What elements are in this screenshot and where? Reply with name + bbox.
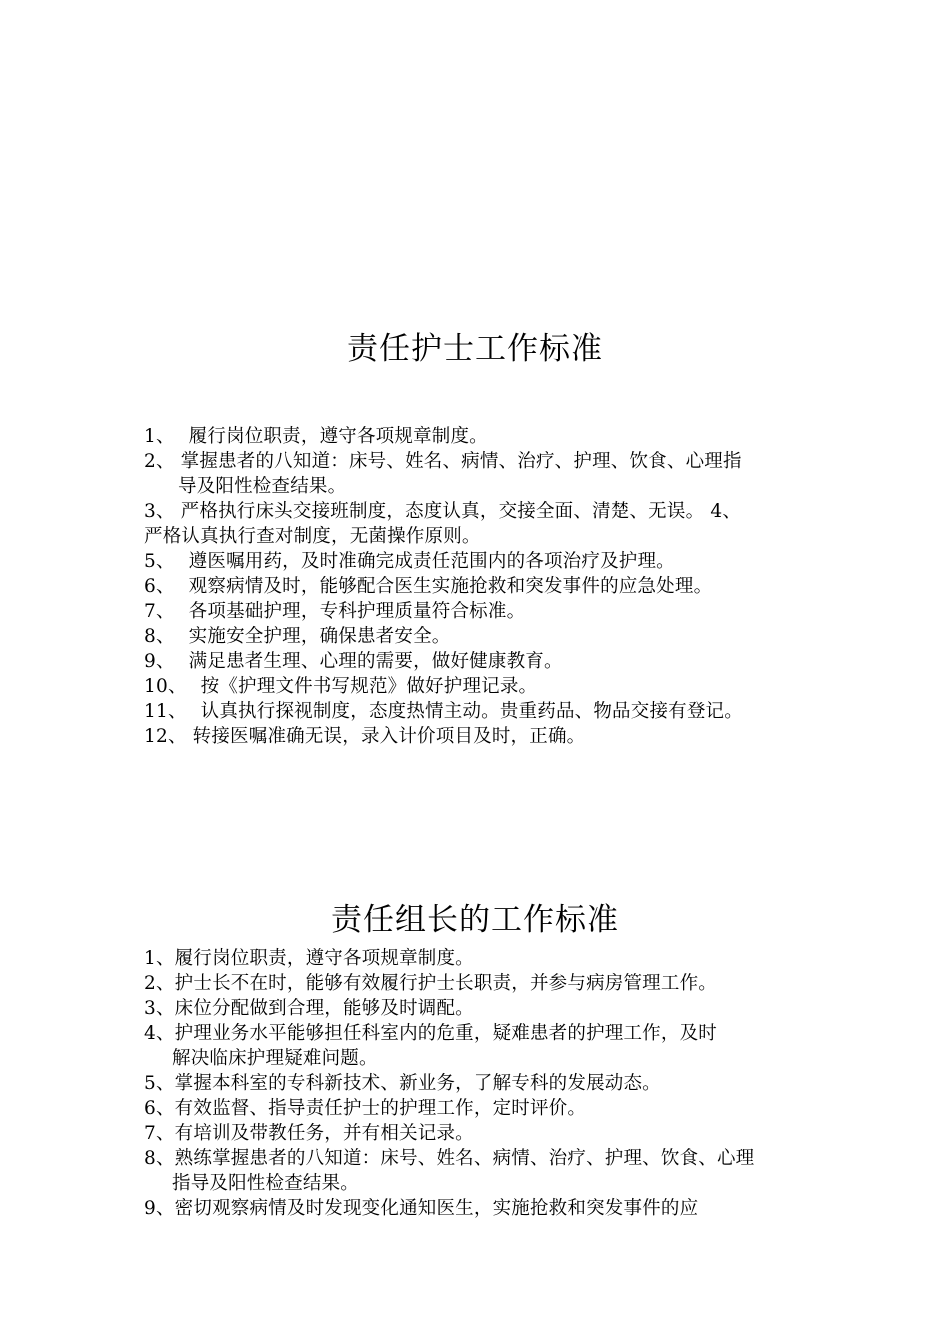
nurse-standards-list [144,424,814,774]
item-text: 有培训及带教任务，并有相关记录。 [174,1123,474,1144]
item-number: 2、 [144,973,175,994]
item-number: 7、 [144,1123,175,1144]
item-number: 5、 [144,551,175,572]
list-item [144,1121,814,1146]
list-item [144,996,814,1021]
list-item [144,1146,814,1196]
item-number: 3、 [144,501,175,522]
item-number: 4、 [144,1023,175,1044]
item-text: 履行岗位职责，遵守各项规章制度。 [174,948,474,969]
list-item [144,599,814,624]
item-number: 6、 [144,1098,175,1119]
item-text: 实施安全护理，确保患者安全。 [188,626,451,647]
item-text: 密切观察病情及时发现变化通知医生，实施抢救和突发事件的应 [174,1198,699,1219]
item-number: 10、 [144,676,187,697]
item-text: 按《护理文件书写规范》做好护理记录。 [200,676,538,697]
item-number: 3、 [144,998,175,1019]
section-title-leader-standards: 责任组长的工作标准 [331,902,619,938]
list-item [144,1096,814,1121]
list-item [144,1071,814,1096]
list-item [144,674,814,699]
item-text: 认真执行探视制度，态度热情主动。贵重药品、物品交接有登记。 [200,701,743,722]
list-item [144,574,814,599]
list-item [144,649,814,674]
item-text-continued: 严格认真执行查对制度，无菌操作原则。 [144,526,481,547]
item-number: 11、 [144,701,187,722]
item-text: 掌握患者的八知道：床号、姓名、病情、治疗、护理、饮食、心理指 [180,451,742,472]
list-item [144,699,814,724]
item-text: 掌握本科室的专科新技术、新业务，了解专科的发展动态。 [174,1073,661,1094]
item-number: 9、 [144,1198,175,1219]
item-text-continued: 指导及阳性检查结果。 [172,1173,360,1194]
list-item [144,424,814,449]
section-title-nurse-standards: 责任护士工作标准 [347,331,603,367]
item-text: 观察病情及时，能够配合医生实施抢救和突发事件的应急处理。 [188,576,713,597]
list-item [144,1196,814,1221]
list-item [144,749,814,774]
item-number: 9、 [144,651,175,672]
leader-standards-list [144,946,814,1221]
item-text-continued: 解决临床护理疑难问题。 [172,1048,378,1069]
item-text: 护士长不在时，能够有效履行护士长职责，并参与病房管理工作。 [174,973,717,994]
list-item [144,724,814,749]
item-number: 1、 [144,426,175,447]
item-number: 8、 [144,1148,175,1169]
list-item [144,624,814,649]
list-item [144,971,814,996]
item-text: 护理业务水平能够担任科室内的危重，疑难患者的护理工作，及时 [174,1023,717,1044]
item-text: 满足患者生理、心理的需要，做好健康教育。 [188,651,563,672]
list-item [144,946,814,971]
list-item [144,449,814,499]
item-number: 8、 [144,626,175,647]
item-number: 5、 [144,1073,175,1094]
item-text-continued: 导及阳性检查结果。 [178,476,347,497]
item-text: 床位分配做到合理，能够及时调配。 [174,998,474,1019]
item-text: 履行岗位职责，遵守各项规章制度。 [188,426,488,447]
item-text: 有效监督、指导责任护士的护理工作，定时评价。 [174,1098,587,1119]
item-number: 1、 [144,948,175,969]
list-item [144,499,814,549]
item-text: 遵医嘱用药，及时准确完成责任范围内的各项治疗及护理。 [188,551,675,572]
item-text: 各项基础护理，专科护理质量符合标准。 [188,601,526,622]
item-text: 严格执行床头交接班制度，态度认真，交接全面、清楚、无误。 4、 [180,501,742,522]
item-text: 熟练掌握患者的八知道：床号、姓名、病情、治疗、护理、饮食、心理 [174,1148,755,1169]
item-text: 转接医嘱准确无误，录入计价项目及时，正确。 [192,726,586,747]
list-item [144,549,814,574]
item-number: 12、 [144,726,187,747]
item-number: 2、 [144,451,175,472]
item-number: 6、 [144,576,175,597]
item-number: 7、 [144,601,175,622]
list-item [144,1021,814,1071]
